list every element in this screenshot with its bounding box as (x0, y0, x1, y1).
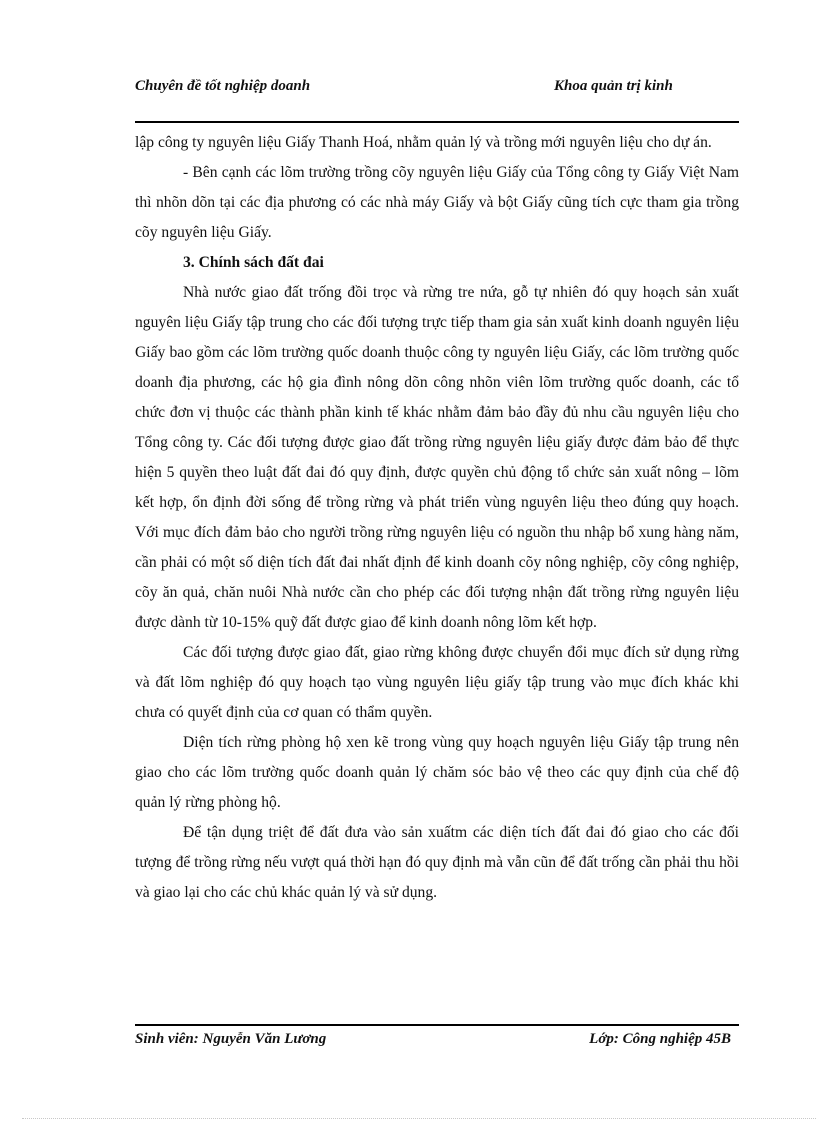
footer-class: Lớp: Công nghiệp 45B (589, 1031, 731, 1047)
paragraph-continuation: lập công ty nguyên liệu Giấy Thanh Hoá, nhằm quản lý và trồng mới nguyên liệu cho dự án. (135, 134, 712, 151)
footer-divider (135, 1024, 739, 1026)
page-footer (135, 1029, 739, 1051)
header-document-type: Chuyên đề tốt nghiệp doanh (135, 78, 311, 94)
paragraph-side-note: - Bên cạnh các lõm trường trồng cõy nguyên liệu Giấy của Tổng công ty Giấy Việt Nam thì nhõn dõn tại các địa phương có các nhà máy Giấy và bột Giấy cũng tích cực tham gia trồng cõy nguyên liệu Giấy. (135, 164, 739, 241)
footer-student: Sinh viên: Nguyễn Văn Lương (135, 1031, 327, 1047)
paragraph-protective-forest: Diện tích rừng phòng hộ xen kẽ trong vùng quy hoạch nguyên liệu Giấy tập trung nên giao cho các lõm trường quốc doanh quản lý chăm sóc bảo vệ theo các quy định của chế độ quản lý rừng phòng hộ. (135, 734, 739, 811)
page-body (135, 128, 739, 908)
header-divider (135, 121, 739, 123)
section-heading: 3. Chính sách đất đai (183, 254, 324, 271)
page-edge-line (22, 1118, 816, 1119)
page-header (135, 76, 739, 120)
header-faculty: Khoa quản trị kinh (554, 78, 673, 94)
paragraph-land-policy: Nhà nước giao đất trống đồi trọc và rừng tre nứa, gỗ tự nhiên đó quy hoạch sản xuất nguyên liệu Giấy tập trung cho các đối tượng trực tiếp tham gia sản xuất kinh doanh nguyên liệu Giấy bao gồm các lõm trường quốc doanh thuộc công ty nguyên liệu Giấy, các lõm trường quốc doanh địa phương, các hộ gia đình nông dõn công nhõn viên lõm trường quốc doanh, các tổ chức đơn vị thuộc các thành phần kinh tế khác nhằm đảm bảo đầy đủ nhu cầu nguyên liệu cho Tổng công ty. Các đối tượng được giao đất trồng rừng nguyên liệu giấy được đảm bảo để thực hiện 5 quyền theo luật đất đai đó quy định, được quyền chủ động tổ chức sản xuất nông – lõm kết hợp, ổn định đời sống để trồng rừng và phát triển vùng nguyên liệu theo đúng quy hoạch. Với mục đích đảm bảo cho người trồng rừng nguyên liệu có nguồn thu nhập bổ xung hàng năm, cần phải có một số diện tích đất đai nhất định để kinh doanh cõy nông nghiệp, cõy công nghiệp, cõy ăn quả, chăn nuôi Nhà nước cần cho phép các đối tượng nhận đất trồng rừng nguyên liệu được dành từ 10-15% quỹ đất được giao để kinh doanh nông lõm kết hợp. (135, 284, 739, 631)
paragraph-land-use-restriction: Các đối tượng được giao đất, giao rừng không được chuyển đổi mục đích sử dụng rừng và đất lõm nghiệp đó quy hoạch tạo vùng nguyên liệu giấy tập trung vào mục đích khác khi chưa có quyết định của cơ quan có thẩm quyền. (135, 644, 739, 721)
paragraph-land-recovery: Để tận dụng triệt để đất đưa vào sản xuấtm các diện tích đất đai đó giao cho các đối tượng để trồng rừng nếu vượt quá thời hạn đó quy định mà vẫn cũn để đất trống cần phải thu hồi và giao lại cho các chủ khác quản lý và sử dụng. (135, 824, 739, 901)
